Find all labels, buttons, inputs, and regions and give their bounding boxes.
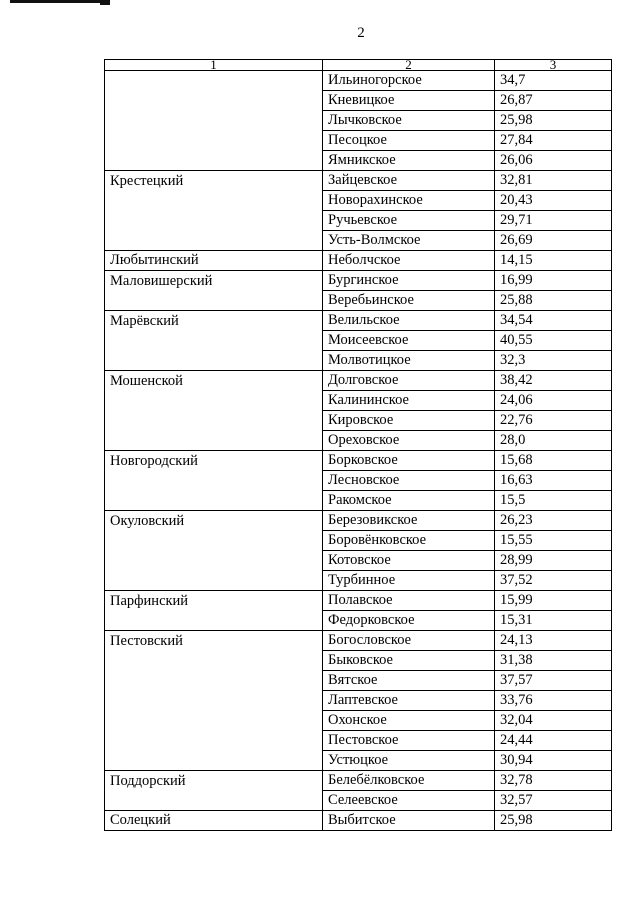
table-row (105, 431, 612, 451)
table-row (105, 791, 612, 811)
value-cell: 37,52 (495, 571, 612, 591)
district-cell (105, 391, 323, 411)
value-cell: 38,42 (495, 371, 612, 391)
district-cell (105, 671, 323, 691)
district-cell: Любытинский (105, 251, 323, 271)
settlement-cell: Борковское (323, 451, 495, 471)
settlement-cell: Вятское (323, 671, 495, 691)
district-cell: Солецкий (105, 811, 323, 831)
table-row (105, 371, 612, 391)
table-row (105, 231, 612, 251)
value-cell: 32,3 (495, 351, 612, 371)
table-row (105, 551, 612, 571)
table-row (105, 171, 612, 191)
settlement-cell: Охонское (323, 711, 495, 731)
district-cell (105, 331, 323, 351)
settlement-cell: Кировское (323, 411, 495, 431)
settlement-cell: Ямникское (323, 151, 495, 171)
settlement-cell: Березовикское (323, 511, 495, 531)
value-cell: 34,7 (495, 71, 612, 91)
settlement-cell: Моисеевское (323, 331, 495, 351)
value-cell: 16,63 (495, 471, 612, 491)
district-cell: Окуловский (105, 511, 323, 531)
table-row (105, 151, 612, 171)
top-scan-mark (10, 0, 110, 3)
value-cell: 15,55 (495, 531, 612, 551)
settlement-cell: Белебёлковское (323, 771, 495, 791)
district-cell (105, 791, 323, 811)
table-row (105, 471, 612, 491)
district-cell (105, 471, 323, 491)
table-row (105, 591, 612, 611)
district-cell (105, 351, 323, 371)
table-row (105, 691, 612, 711)
settlement-cell: Быковское (323, 651, 495, 671)
value-cell: 15,99 (495, 591, 612, 611)
settlement-cell: Котовское (323, 551, 495, 571)
value-cell: 28,99 (495, 551, 612, 571)
district-cell (105, 491, 323, 511)
settlement-cell: Ракомское (323, 491, 495, 511)
settlement-cell: Боровёнковское (323, 531, 495, 551)
table-row (105, 111, 612, 131)
column-header-3: 3 (495, 60, 612, 71)
district-cell (105, 291, 323, 311)
settlement-cell: Бургинское (323, 271, 495, 291)
district-cell (105, 431, 323, 451)
value-cell: 40,55 (495, 331, 612, 351)
table-body (105, 71, 612, 831)
district-cell (105, 231, 323, 251)
settlement-cell: Новорахинское (323, 191, 495, 211)
district-cell: Пестовский (105, 631, 323, 651)
value-cell: 29,71 (495, 211, 612, 231)
district-cell (105, 531, 323, 551)
district-cell (105, 571, 323, 591)
district-cell (105, 711, 323, 731)
value-cell: 32,57 (495, 791, 612, 811)
table-row (105, 751, 612, 771)
table-row (105, 671, 612, 691)
table-row (105, 571, 612, 591)
settlement-cell: Полавское (323, 591, 495, 611)
district-cell (105, 611, 323, 631)
district-cell (105, 691, 323, 711)
settlement-cell: Пестовское (323, 731, 495, 751)
value-cell: 30,94 (495, 751, 612, 771)
table-header (105, 57, 612, 72)
value-cell: 15,68 (495, 451, 612, 471)
settlement-cell: Ручьевское (323, 211, 495, 231)
table-row (105, 711, 612, 731)
settlement-cell: Турбинное (323, 571, 495, 591)
settlement-cell: Песоцкое (323, 131, 495, 151)
settlement-cell: Лесновское (323, 471, 495, 491)
settlement-cell: Зайцевское (323, 171, 495, 191)
settlement-cell: Селеевское (323, 791, 495, 811)
page-number: 2 (357, 25, 365, 41)
settlement-table (104, 59, 612, 831)
table-row (105, 311, 612, 331)
value-cell: 15,5 (495, 491, 612, 511)
table-row (105, 251, 612, 271)
value-cell: 24,13 (495, 631, 612, 651)
value-cell: 32,81 (495, 171, 612, 191)
table-row (105, 731, 612, 751)
value-cell: 26,69 (495, 231, 612, 251)
table-row (105, 771, 612, 791)
table-row (105, 191, 612, 211)
table-row (105, 531, 612, 551)
settlement-cell: Лаптевское (323, 691, 495, 711)
value-cell: 34,54 (495, 311, 612, 331)
value-cell: 25,98 (495, 111, 612, 131)
table-row (105, 331, 612, 351)
value-cell: 32,04 (495, 711, 612, 731)
district-cell (105, 551, 323, 571)
table-row (105, 631, 612, 651)
settlement-cell: Молвотицкое (323, 351, 495, 371)
district-cell: Мошенской (105, 371, 323, 391)
table-row (105, 131, 612, 151)
district-cell (105, 71, 323, 91)
value-cell: 33,76 (495, 691, 612, 711)
settlement-cell: Веребьинское (323, 291, 495, 311)
settlement-cell: Кневицкое (323, 91, 495, 111)
district-cell (105, 411, 323, 431)
district-cell (105, 751, 323, 771)
table-row (105, 391, 612, 411)
value-cell: 26,06 (495, 151, 612, 171)
district-cell: Поддорский (105, 771, 323, 791)
value-cell: 31,38 (495, 651, 612, 671)
table-row (105, 351, 612, 371)
value-cell: 15,31 (495, 611, 612, 631)
settlement-cell: Устюцкое (323, 751, 495, 771)
table-row (105, 511, 612, 531)
value-cell: 14,15 (495, 251, 612, 271)
settlement-cell: Лычковское (323, 111, 495, 131)
settlement-cell: Долговское (323, 371, 495, 391)
settlement-cell: Ильиногорское (323, 71, 495, 91)
settlement-cell: Ореховское (323, 431, 495, 451)
value-cell: 22,76 (495, 411, 612, 431)
header-row (105, 60, 612, 71)
value-cell: 32,78 (495, 771, 612, 791)
district-cell (105, 211, 323, 231)
district-cell (105, 651, 323, 671)
column-header-1: 1 (105, 60, 323, 71)
value-cell: 25,88 (495, 291, 612, 311)
value-cell: 26,87 (495, 91, 612, 111)
table-row (105, 811, 612, 831)
table-row (105, 291, 612, 311)
district-cell (105, 91, 323, 111)
table-row (105, 651, 612, 671)
settlement-cell: Федорковское (323, 611, 495, 631)
district-cell (105, 191, 323, 211)
value-cell: 25,98 (495, 811, 612, 831)
value-cell: 24,06 (495, 391, 612, 411)
table-row (105, 451, 612, 471)
value-cell: 24,44 (495, 731, 612, 751)
district-cell (105, 151, 323, 171)
settlement-cell: Выбитское (323, 811, 495, 831)
district-cell: Новгородский (105, 451, 323, 471)
value-cell: 27,84 (495, 131, 612, 151)
table-row (105, 91, 612, 111)
settlement-cell: Усть-Волмское (323, 231, 495, 251)
table-row (105, 211, 612, 231)
table-row (105, 611, 612, 631)
district-cell: Крестецкий (105, 171, 323, 191)
table-row (105, 71, 612, 91)
district-cell: Марёвский (105, 311, 323, 331)
settlement-cell: Калининское (323, 391, 495, 411)
column-header-2: 2 (323, 60, 495, 71)
table-row (105, 411, 612, 431)
value-cell: 26,23 (495, 511, 612, 531)
settlement-cell: Неболчское (323, 251, 495, 271)
value-cell: 28,0 (495, 431, 612, 451)
district-cell: Маловишерский (105, 271, 323, 291)
value-cell: 16,99 (495, 271, 612, 291)
district-cell: Парфинский (105, 591, 323, 611)
district-cell (105, 111, 323, 131)
settlement-cell: Богословское (323, 631, 495, 651)
settlement-cell: Велильское (323, 311, 495, 331)
table-row (105, 491, 612, 511)
district-cell (105, 731, 323, 751)
table-row (105, 271, 612, 291)
value-cell: 20,43 (495, 191, 612, 211)
value-cell: 37,57 (495, 671, 612, 691)
top-scan-mark-tick (100, 0, 110, 5)
district-cell (105, 131, 323, 151)
